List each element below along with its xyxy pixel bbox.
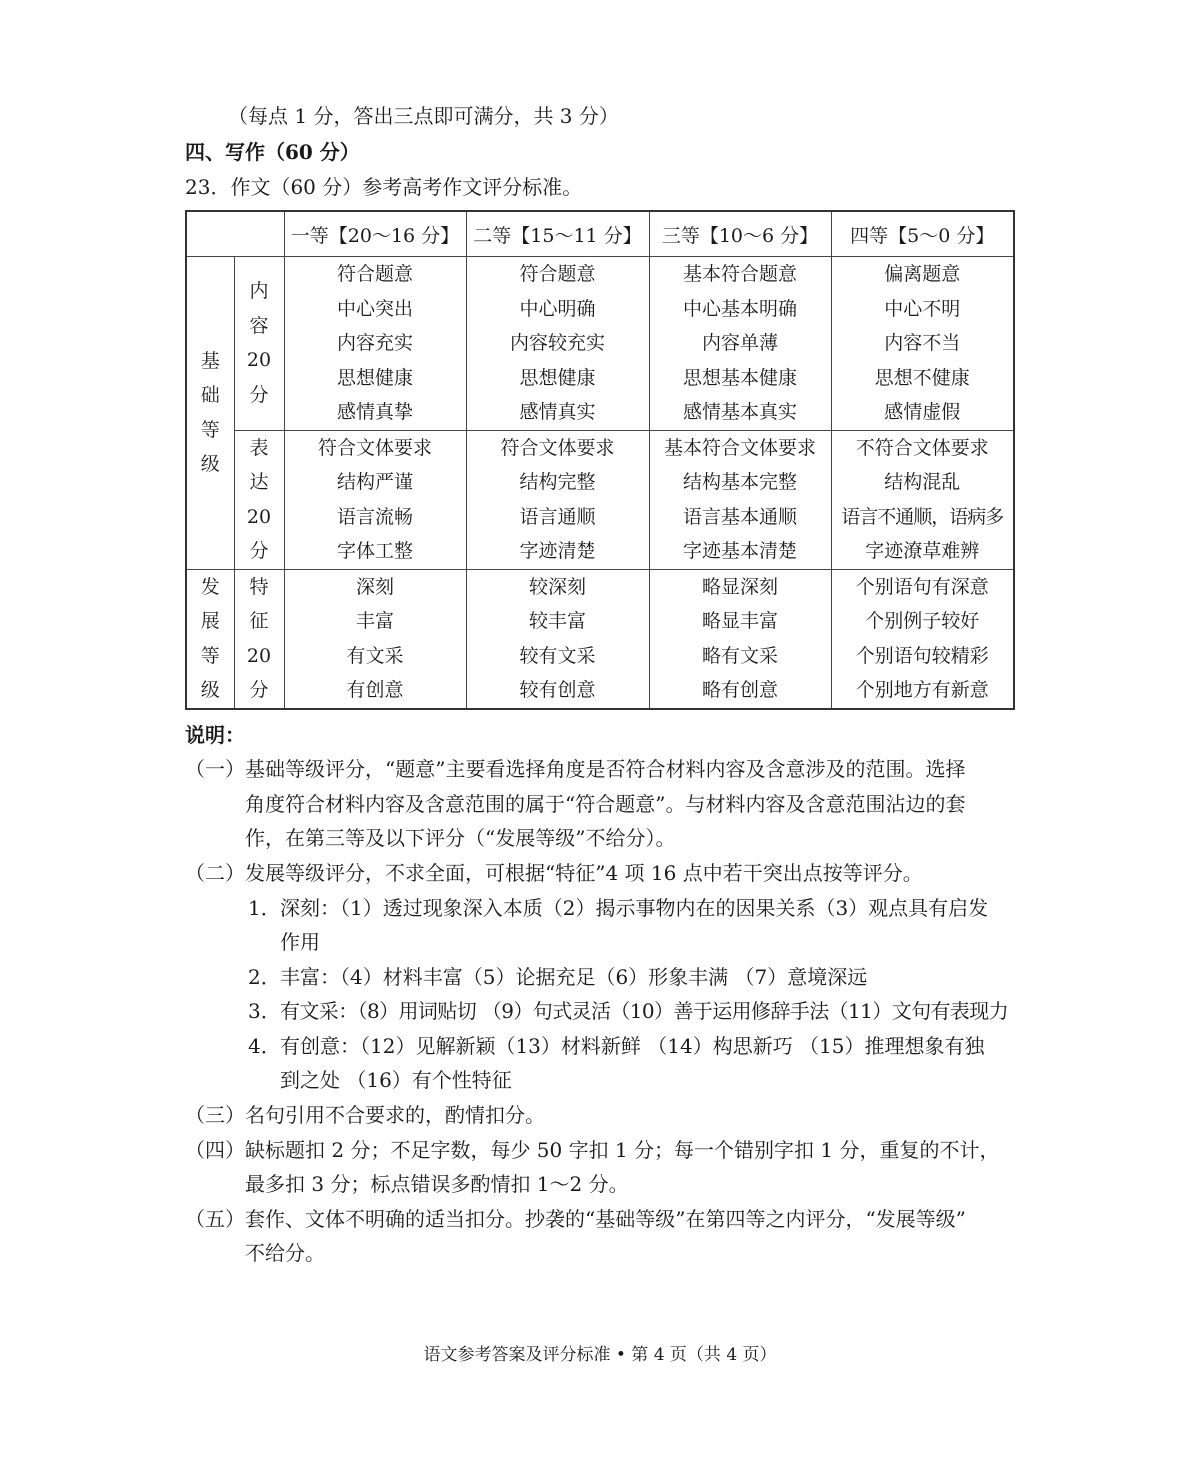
cell-line: 内容不当	[884, 332, 961, 354]
expression-cell-4	[831, 430, 1014, 569]
cell-line: 结构混乱	[884, 471, 961, 493]
header-grade-2: 二等【15～11 分】	[466, 211, 649, 257]
question-23: 23．作文（60 分）参考高考作文评分标准。	[185, 175, 583, 199]
header-grade-4: 四等【5～0 分】	[831, 211, 1014, 257]
note-5-line: 套作、文体不明确的适当扣分。抄袭的“基础等级”在第四等之内评分，“发展等级”	[245, 1207, 966, 1231]
content-cell-3	[649, 257, 831, 431]
header-grade-3: 三等【10～6 分】	[649, 211, 831, 257]
note-4-number: （四）	[185, 1138, 245, 1162]
note-4-line: 最多扣 3 分；标点错误多酌情扣 1～2 分。	[245, 1172, 629, 1196]
note-2-number: （二）	[185, 861, 245, 885]
cell-line: 符合题意	[336, 263, 413, 285]
expression-label-char: 达	[249, 471, 269, 493]
page-footer: 语文参考答案及评分标准 • 第 4 页（共 4 页）	[423, 1345, 777, 1365]
note-5-number: （五）	[185, 1207, 245, 1231]
cell-line: 中心明确	[519, 297, 596, 320]
cell-line: 丰富	[355, 610, 394, 632]
cell-line: 结构严谨	[336, 471, 413, 493]
sub-2-number: 2．	[248, 965, 281, 989]
cell-line: 略显丰富	[701, 610, 778, 632]
cell-line: 偏离题意	[884, 263, 961, 285]
content-cell-4	[831, 257, 1014, 431]
cell-line: 结构基本完整	[682, 471, 797, 493]
note-2-line: 发展等级评分，不求全面，可根据“特征”4 项 16 点中若干突出点按等评分。	[245, 861, 923, 885]
dev-label-char: 级	[200, 679, 220, 701]
cell-line: 语言通顺	[519, 505, 596, 528]
cell-line: 个别例子较好	[865, 610, 980, 632]
note-4-line: 缺标题扣 2 分；不足字数，每少 50 字扣 1 分；每一个错别字扣 1 分，重复的不计，	[245, 1138, 1000, 1162]
content-label-char: 分	[249, 383, 269, 406]
expression-row	[186, 430, 1014, 569]
expression-cell-3	[649, 430, 831, 569]
cell-line: 字迹基本清楚	[682, 540, 797, 562]
cell-line: 思想健康	[519, 366, 596, 389]
sub-3-number: 3．	[248, 999, 281, 1023]
basic-level-label	[186, 257, 234, 570]
cell-line: 不符合文体要求	[855, 436, 989, 459]
content-row	[186, 257, 1014, 431]
expression-label	[234, 430, 284, 569]
cell-line: 基本符合题意	[682, 263, 797, 285]
cell-line: 符合文体要求	[500, 436, 615, 459]
cell-line: 语言流畅	[336, 505, 413, 528]
note-5-line: 不给分。	[245, 1241, 325, 1265]
basic-label-char: 级	[200, 453, 220, 476]
cell-line: 符合题意	[519, 263, 596, 285]
cell-line: 略有创意	[701, 679, 778, 701]
cell-line: 深刻	[355, 575, 394, 598]
note-1-line: 角度符合材料内容及含意范围的属于“符合题意”。与材料内容及含意范围沾边的套	[245, 792, 966, 816]
basic-label-char: 等	[200, 418, 220, 441]
cell-line: 思想基本健康	[682, 366, 797, 389]
dev-label-char: 等	[200, 644, 220, 667]
note-1-number: （一）	[185, 757, 245, 781]
note-3-line: 名句引用不合要求的，酌情扣分。	[245, 1103, 545, 1127]
cell-line: 内容充实	[336, 332, 413, 354]
dev-label-char: 展	[200, 610, 220, 632]
cell-line: 较有文采	[519, 644, 596, 667]
basic-label-char: 础	[200, 384, 220, 407]
feature-cell-4	[831, 569, 1014, 709]
dev-label-char: 发	[200, 575, 220, 598]
cell-line: 中心不明	[884, 297, 961, 320]
feature-label	[234, 569, 284, 709]
cell-line: 个别语句较精彩	[855, 644, 989, 667]
cell-line: 字迹潦草难辨	[865, 540, 980, 562]
sub-3-line: 有文采：（8）用词贴切 （9）句式灵活（10）善于运用修辞手法（11）文句有表现力	[280, 999, 1009, 1023]
cell-line: 感情基本真实	[682, 401, 797, 423]
cell-line: 略有文采	[701, 644, 778, 667]
feature-cell-1	[284, 569, 466, 709]
cell-line: 较丰富	[528, 610, 586, 632]
feature-label-char: 征	[249, 610, 269, 632]
sub-1-line: 作用	[280, 930, 320, 954]
feature-label-char: 分	[249, 679, 269, 701]
section-title: 四、写作（60 分）	[185, 140, 360, 164]
expression-cell-2	[466, 430, 649, 569]
corner-cell	[186, 211, 284, 257]
cell-line: 感情真挚	[336, 401, 413, 423]
content-cell-1	[284, 257, 466, 431]
cell-line: 符合文体要求	[317, 436, 432, 459]
sub-2-line: 丰富：（4）材料丰富（5）论据充足（6）形象丰满 （7）意境深远	[280, 965, 868, 989]
note-3-number: （三）	[185, 1103, 245, 1127]
cell-line: 个别语句有深意	[855, 575, 989, 598]
notes-heading: 说明：	[185, 723, 245, 747]
cell-line: 个别地方有新意	[855, 679, 989, 701]
cell-line: 字体工整	[336, 540, 413, 562]
feature-label-char: 20	[246, 644, 272, 667]
sub-4-line: 有创意：（12）见解新颖（13）材料新鲜 （14）构思新巧 （15）推理想象有独	[280, 1034, 985, 1058]
cell-line: 较深刻	[528, 575, 586, 598]
feature-cell-3	[649, 569, 831, 709]
cell-line: 思想不健康	[874, 366, 970, 389]
cell-line: 有文采	[346, 644, 404, 667]
content-cell-2	[466, 257, 649, 431]
top-note: （每点 1 分，答出三点即可满分，共 3 分）	[228, 104, 619, 128]
sub-4-number: 4．	[248, 1034, 281, 1058]
development-level-label	[186, 569, 234, 709]
cell-line: 内容较充实	[509, 332, 605, 354]
cell-line: 感情真实	[519, 401, 596, 423]
cell-line: 字迹清楚	[519, 540, 596, 562]
expression-label-char: 分	[249, 540, 269, 562]
sub-1-number: 1．	[248, 896, 281, 920]
content-label	[234, 257, 284, 431]
feature-cell-2	[466, 569, 649, 709]
cell-line: 较有创意	[519, 679, 596, 701]
cell-line: 基本符合文体要求	[663, 436, 816, 459]
cell-line: 中心基本明确	[682, 297, 797, 320]
sub-1-line: 深刻：（1）透过现象深入本质（2）揭示事物内在的因果关系（3）观点具有启发	[280, 896, 989, 920]
cell-line: 有创意	[346, 679, 404, 701]
cell-line: 略显深刻	[701, 575, 778, 598]
cell-line: 语言基本通顺	[682, 505, 797, 528]
expression-cell-1	[284, 430, 466, 569]
note-1-line: 基础等级评分，“题意”主要看选择角度是否符合材料内容及含意涉及的范围。选择	[245, 757, 966, 781]
note-1-line: 作，在第三等及以下评分（“发展等级”不给分）。	[245, 826, 676, 850]
feature-label-char: 特	[249, 575, 269, 598]
content-label-char: 内	[249, 280, 269, 303]
content-label-char: 20	[246, 349, 272, 372]
expression-label-char: 20	[246, 505, 272, 528]
cell-line: 语言不通顺，语病多	[841, 505, 1004, 528]
cell-line: 感情虚假	[884, 401, 961, 423]
cell-line: 结构完整	[519, 471, 596, 493]
grading-table	[185, 210, 1015, 710]
header-grade-1: 一等【20～16 分】	[284, 211, 466, 257]
expression-label-char: 表	[249, 436, 269, 459]
cell-line: 中心突出	[336, 297, 413, 320]
cell-line: 思想健康	[336, 366, 413, 389]
content-label-char: 容	[249, 314, 269, 337]
feature-row	[186, 569, 1014, 709]
sub-4-line: 到之处 （16）有个性特征	[280, 1068, 512, 1092]
table-header-row	[186, 211, 1014, 257]
basic-label-char: 基	[200, 349, 220, 372]
cell-line: 内容单薄	[701, 332, 778, 354]
